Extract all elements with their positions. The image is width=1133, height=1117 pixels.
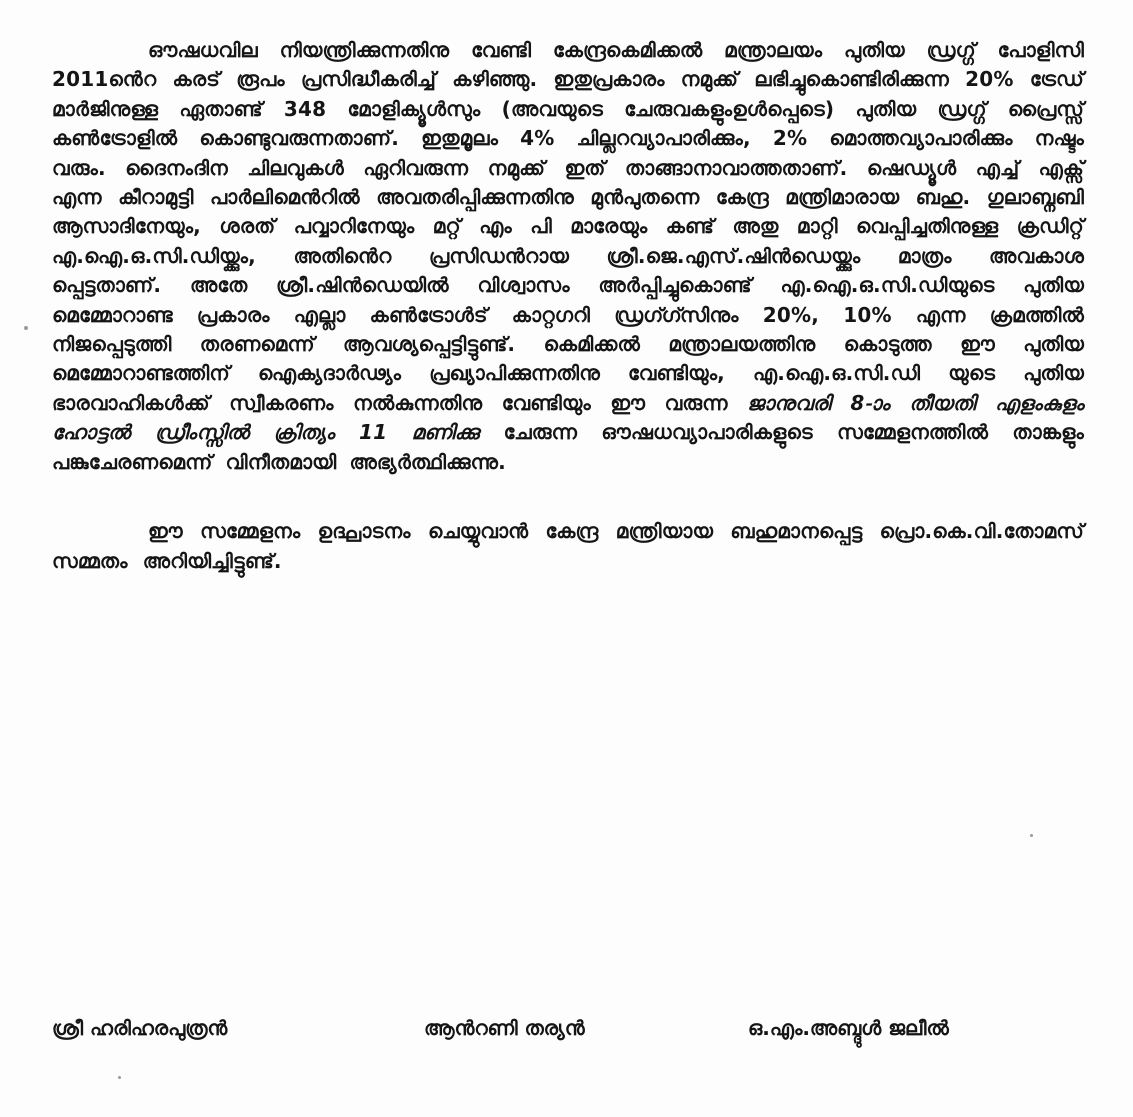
signatory-2: ആൻറണി തര്യൻ	[424, 1016, 585, 1040]
meeting-date-venue: ജാനുവരി 8-ാം തീയതി എളംകുളം ഹോട്ടൽ ഡ്രീംസ്സിൽ ക്രിത്യം 11 മണിക്കു	[52, 390, 1084, 445]
scan-speck	[118, 1076, 121, 1079]
signatory-3: ഒ.എം.അബ്ദുൾ ജലീൽ	[748, 1016, 949, 1040]
signatories-row	[52, 1016, 1092, 1048]
scan-speck	[1030, 834, 1033, 837]
letter-body	[52, 36, 1084, 576]
paragraph-drug-policy-closing: ചേരുന്ന ഔഷധവ്യാപാരികളുടെ സമ്മേളനത്തിൽ താങ്കളും പങ്കുചേരണമെന്ന് വിനീതമായി അഭ്യർത്ഥിക്കുന്നു.	[52, 420, 1084, 474]
paragraph-inauguration: ഈ സമ്മേളനം ഉദ്ഘാടനം ചെയ്യുവാൻ കേന്ദ്ര മന്ത്രിയായ ബഹുമാനപ്പെട്ട പ്രൊ.കെ.വി.തോമസ് സമ്മതം അറിയിച്ചിട്ടുണ്ട്.	[52, 519, 1084, 573]
scan-speck	[24, 326, 28, 330]
signatory-1: ശ്രീ ഹരിഹരപുത്രൻ	[52, 1016, 228, 1040]
paragraph-drug-policy	[52, 36, 1084, 477]
paragraph-drug-policy-text: ഔഷധവില നിയന്ത്രിക്കുന്നതിനു വേണ്ടി കേന്ദ്രകെമിക്കൽ മന്ത്രാലയം പുതിയ ഡ്രഗ്ഗ് പോളിസി 2011ൻെറ കരട് രൂപം പ്രസിദ്ധീകരിച്ച് കഴിഞ്ഞു. ഇതുപ്രകാരം നമുക്ക് ലഭിച്ചുകൊണ്ടിരിക്കുന്ന 20% ട്രേഡ് മാർജിനുള്ള ഏതാണ്ട് 348 മോളിക്യൂൾസും (അവയുടെ ചേരുവകളുംഉൾപ്പെടെ) പുതിയ ഡ്രഗ്ഗ് പ്രൈസ്സ് കൺട്രോളിൽ കൊണ്ടുവരുന്നതാണ്. ഇതുമൂലം 4% ചില്ലറവ്യാപാരിക്കും, 2% മൊത്തവ്യാപാരിക്കും നഷ്ടം വരും. ദൈനംദിന ചിലവുകൾ ഏറിവരുന്ന നമുക്ക് ഇത് താങ്ങാനാവാത്തതാണ്. ഷെഡ്യൂൾ എച്ച് എക്സ് എന്ന കീറാമുട്ടി പാർലിമെൻറിൽ അവതരിപ്പിക്കുന്നതിനു മുൻപുതന്നെ കേന്ദ്ര മന്ത്രിമാരായ ബഹു. ഗുലാബ്നബി ആസാദിനേയും, ശരത് പവ്വാറിനേയും മറ്റ് എം പി മാരേയും കണ്ട് അതു മാറ്റി വെപ്പിച്ചതിനുള്ള ക്രഡിറ്റ് എ.ഐ.ഒ.സി.ഡിയ്ക്കും, അതിൻെറ പ്രസിഡൻറായ ശ്രീ.ജെ.എസ്.ഷിൻഡെയ്ക്കും മാത്രം അവകാശ പ്പെട്ടതാണ്. അതേ ശ്രീ.ഷിൻഡെയിൽ വിശ്വാസം അർപ്പിച്ചുകൊണ്ട് എ.ഐ.ഒ.സി.ഡിയുടെ പുതിയ മെമ്മോറാണ്ട പ്രകാരം എല്ലാ കൺട്രോൾട് കാറ്റഗറി ഡ്രഗ്ഗ്സിനും 20%, 10% എന്ന ക്രമത്തിൽ നിജപ്പെടുത്തി തരണമെന്ന് ആവശ്യപ്പെട്ടിട്ടുണ്ട്. കെമിക്കൽ മന്ത്രാലയത്തിനു കൊടുത്ത ഈ പുതിയ മെമ്മോറാണ്ടത്തിന് ഐക്യദാർഢ്യം പ്രഖ്യാപിക്കുന്നതിനു വേണ്ടിയും, എ.ഐ.ഒ.സി.ഡി യുടെ പുതിയ ഭാരവാഹികൾക്ക് സ്വീകരണം നൽകുന്നതിനു വേണ്ടിയും ഈ വരുന്ന	[52, 38, 1084, 415]
